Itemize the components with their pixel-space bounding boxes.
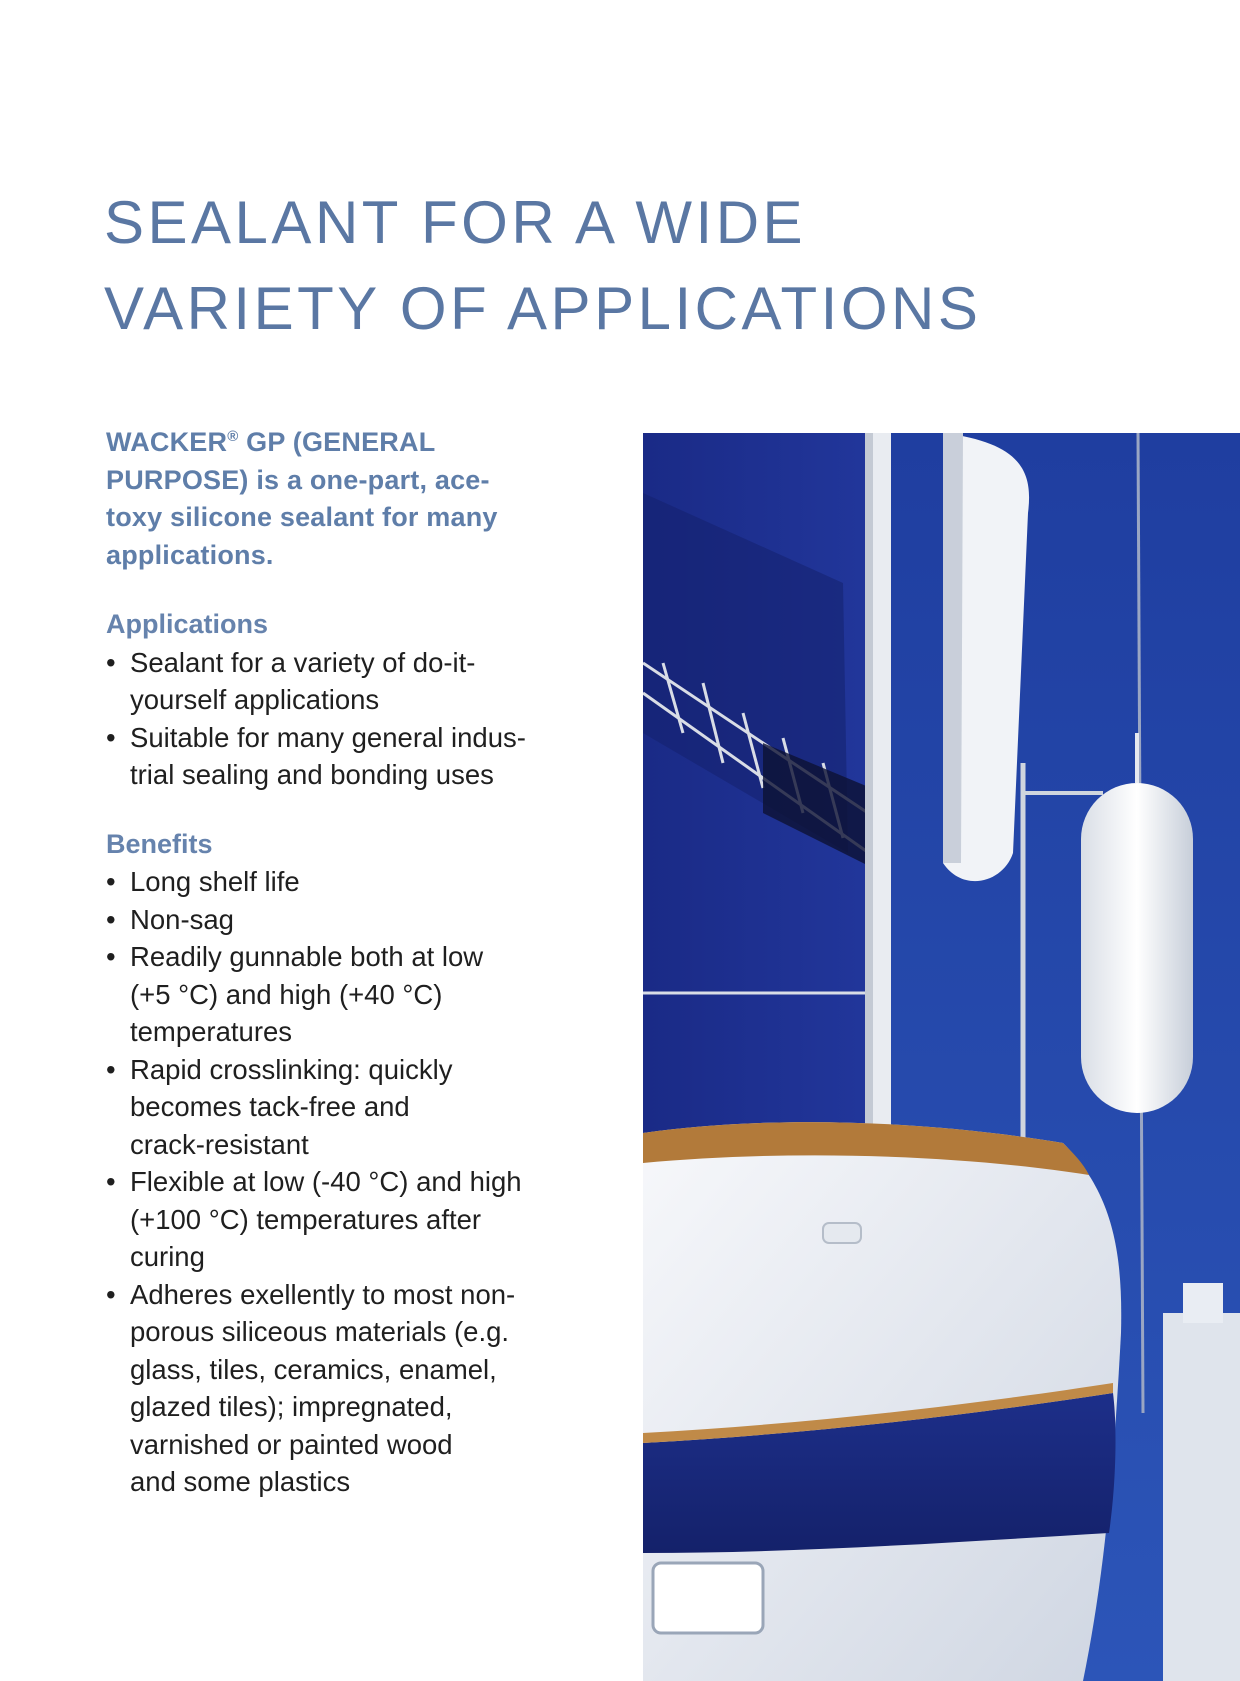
porthole (653, 1563, 763, 1633)
list-item-line: (+100 °C) temperatures after (130, 1203, 482, 1235)
list-item-line: • Flexible at low (-40 °C) and high (130, 1166, 522, 1197)
benefits-heading: Benefits (106, 828, 213, 859)
list-item-line: varnished or painted wood (130, 1428, 453, 1460)
list-item-line: • Readily gunnable both at low (130, 941, 484, 972)
list-item (106, 863, 626, 901)
title-line: VARIETY OF APPLICATIONS (104, 275, 982, 342)
list-item-line: glazed tiles); impregnated, (130, 1391, 453, 1422)
title-line: SEALANT FOR A WIDE (104, 189, 807, 256)
list-item-line: temperatures (130, 1016, 293, 1047)
list-item-line: • Non-sag (130, 903, 234, 935)
list-item-line: trial sealing and bonding uses (130, 759, 494, 790)
list-item-line: and some plastics (130, 1466, 351, 1497)
list-item-line: crack-resistant (130, 1128, 309, 1160)
neighbor-boat (1163, 1313, 1240, 1681)
intro-paragraph (106, 424, 626, 574)
page-title (104, 180, 981, 352)
applications-heading: Applications (106, 609, 269, 639)
neighbor-cabin (1183, 1283, 1223, 1323)
list-item-line: • Adheres exellently to most non- (130, 1278, 516, 1310)
list-item-line: • Suitable for many general indus- (130, 721, 526, 753)
list-item (106, 1276, 626, 1501)
list-item (106, 644, 626, 719)
list-item-line: • Rapid crosslinking: quickly (130, 1053, 453, 1085)
intro-text: GP (GENERAL (238, 427, 436, 457)
intro-line: PURPOSE) is a one-part, ace- (106, 464, 490, 495)
list-item-line: • Long shelf life (130, 866, 300, 897)
list-item-line: yourself applications (130, 684, 380, 715)
brand-name: WACKER (106, 427, 228, 457)
list-item (106, 901, 626, 939)
text-column (106, 424, 626, 1501)
cleat (823, 1223, 861, 1243)
intro-line: toxy silicone sealant for many (106, 502, 498, 532)
list-item (106, 938, 626, 1051)
registered-mark: ® (227, 428, 239, 445)
list-item-line: becomes tack-free and (130, 1091, 410, 1122)
list-item-line: (+5 °C) and high (+40 °C) (130, 978, 443, 1010)
benefits-list (106, 863, 626, 1501)
intro-line: applications. (106, 539, 274, 570)
list-item (106, 1051, 626, 1164)
sailboat-photo (643, 433, 1240, 1681)
list-item-line: • Sealant for a variety of do-it- (130, 646, 476, 678)
fender (1081, 783, 1193, 1113)
list-item-line: porous siliceous materials (e.g. (130, 1316, 510, 1347)
list-item-line: glass, tiles, ceramics, enamel, (130, 1353, 497, 1385)
mast-shade (865, 433, 873, 1153)
applications-list (106, 644, 626, 794)
list-item (106, 1163, 626, 1276)
intro-line (106, 424, 626, 462)
sailboat-illustration (643, 433, 1240, 1681)
list-item (106, 719, 626, 794)
sail-bag-shade (943, 433, 963, 863)
list-item-line: curing (130, 1241, 205, 1272)
